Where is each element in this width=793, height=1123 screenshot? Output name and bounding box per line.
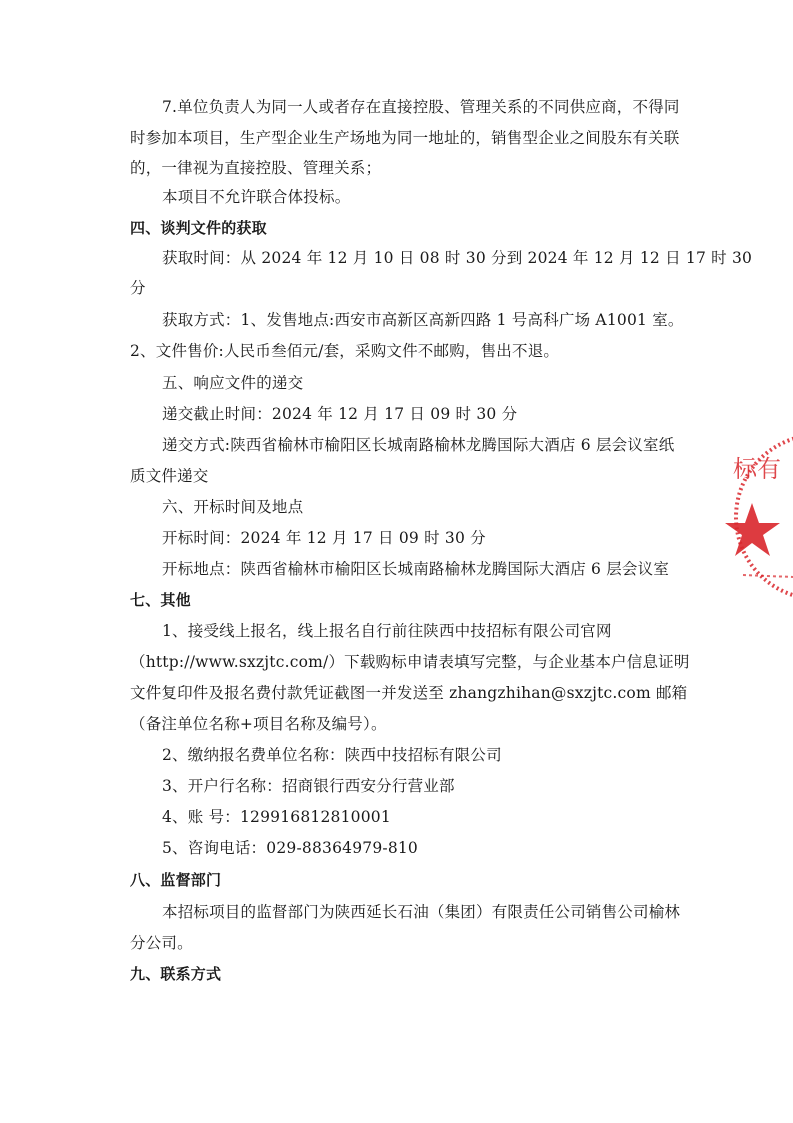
section-heading: 五、响应文件的递交 [162,374,304,392]
text-line: 3、开户行名称：招商银行西安分行营业部 [162,777,455,795]
text-line: 文件复印件及报名费付款凭证截图一并发送至 zhangzhihan@sxzjtc.com 邮箱 [130,684,688,702]
text-line: 递交方式:陕西省榆林市榆阳区长城南路榆林龙腾国际大酒店 6 层会议室纸 [162,436,675,454]
section-heading: 七、其他 [130,591,191,609]
section-heading: 六、开标时间及地点 [162,498,304,516]
text-line: 获取方式：1、发售地点:西安市高新区高新四路 1 号高科广场 A1001 室。 [162,311,684,329]
text-line: 4、账 号：129916812810001 [162,808,391,826]
section-heading: 四、谈判文件的获取 [130,219,267,237]
text-line: 本项目不允许联合体投标。 [162,188,351,206]
text-line: 2、文件售价:人民币叁佰元/套，采购文件不邮购，售出不退。 [130,342,560,360]
company-seal-stamp [723,425,793,610]
text-line: 开标地点：陕西省榆林市榆阳区长城南路榆林龙腾国际大酒店 6 层会议室 [162,560,670,578]
text-line: （备注单位名称+项目名称及编号）。 [130,715,387,733]
text-line: 1、接受线上报名，线上报名自行前往陕西中技招标有限公司官网 [162,622,612,640]
text-line: 本招标项目的监督部门为陕西延长石油（集团）有限责任公司销售公司榆林 [162,903,681,921]
section-heading: 九、联系方式 [130,965,222,983]
text-line: 分公司。 [130,934,193,952]
text-line: （http://www.sxzjtc.com/）下载购标申请表填写完整，与企业基本户信息证明 [130,653,690,671]
text-line: 的，一律视为直接控股、管理关系； [130,159,382,177]
svg-text:标有: 标有 [733,455,781,483]
section-heading: 八、监督部门 [130,871,222,889]
text-line: 质文件递交 [130,467,209,485]
text-line: 开标时间：2024 年 12 月 17 日 09 时 30 分 [162,529,486,547]
text-line: 2、缴纳报名费单位名称：陕西中技招标有限公司 [162,746,502,764]
text-line: 时参加本项目，生产型企业生产场地为同一地址的，销售型企业之间股东有关联 [130,129,680,147]
text-line: 递交截止时间：2024 年 12 月 17 日 09 时 30 分 [162,405,518,423]
text-line: 获取时间：从 2024 年 12 月 10 日 08 时 30 分到 2024 年 12 月 12 日 17 时 30 [162,249,753,267]
text-line: 7.单位负责人为同一人或者存在直接控股、管理关系的不同供应商，不得同 [162,98,680,116]
text-line: 分 [130,279,146,297]
text-line: 5、咨询电话：029-88364979-810 [162,839,418,857]
